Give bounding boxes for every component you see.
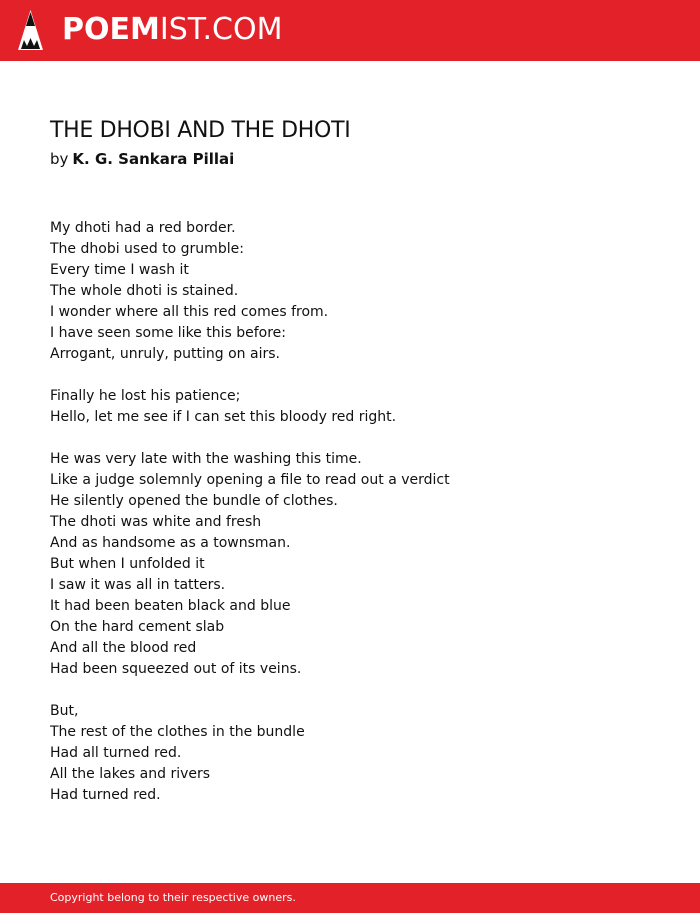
poem-line: But, [50, 703, 79, 719]
poem-line: I saw it was all in tatters. [50, 577, 226, 593]
poem-line: Arrogant, unruly, putting on airs. [50, 346, 280, 362]
poem-author: K. G. Sankara Pillai [72, 150, 235, 168]
poem-line: Finally he lost his patience; [50, 388, 241, 404]
poem-stanza [50, 218, 670, 365]
poem-line: All the lakes and rivers [50, 766, 211, 782]
poem-line: I wonder where all this red comes from. [50, 304, 329, 320]
poem-line: Had been squeezed out of its veins. [50, 661, 302, 677]
poem-stanza [50, 449, 670, 680]
site-logo[interactable] [62, 12, 282, 48]
poem-line: It had been beaten black and blue [50, 598, 291, 614]
poem-line: He was very late with the washing this time. [50, 451, 362, 467]
poem-line: Every time I wash it [50, 262, 189, 278]
by-label: by [50, 150, 69, 168]
poem-line: Like a judge solemnly opening a file to read out a verdict [50, 472, 450, 488]
poem-line: The dhoti was white and fresh [50, 514, 262, 530]
poem-line: Had all turned red. [50, 745, 182, 761]
poem-stanza [50, 701, 670, 806]
site-footer [0, 883, 700, 913]
poem-stanza [50, 386, 670, 428]
copyright-text: Copyright belong to their respective owners. [50, 891, 296, 904]
poem-line: He silently opened the bundle of clothes. [50, 493, 338, 509]
poem-line: And as handsome as a townsman. [50, 535, 291, 551]
poem-line: On the hard cement slab [50, 619, 225, 635]
byline [50, 148, 234, 170]
pencil-mountain-icon[interactable] [18, 10, 43, 51]
poem-line: I have seen some like this before: [50, 325, 287, 341]
poem-line: Had turned red. [50, 787, 161, 803]
poem-line: But when I unfolded it [50, 556, 205, 572]
logo-bold-text: POEM [62, 12, 160, 47]
poem-line: The rest of the clothes in the bundle [50, 724, 305, 740]
poem-title: THE DHOBI AND THE DHOTI [50, 118, 351, 143]
poem-body [50, 218, 670, 827]
poem-line: The dhobi used to grumble: [50, 241, 244, 257]
poem-line: And all the blood red [50, 640, 197, 656]
poem-line: The whole dhoti is stained. [50, 283, 239, 299]
poem-line: Hello, let me see if I can set this bloody red right. [50, 409, 397, 425]
poem-line: My dhoti had a red border. [50, 220, 236, 236]
site-header [0, 0, 700, 61]
logo-light-text: IST.COM [159, 12, 283, 47]
